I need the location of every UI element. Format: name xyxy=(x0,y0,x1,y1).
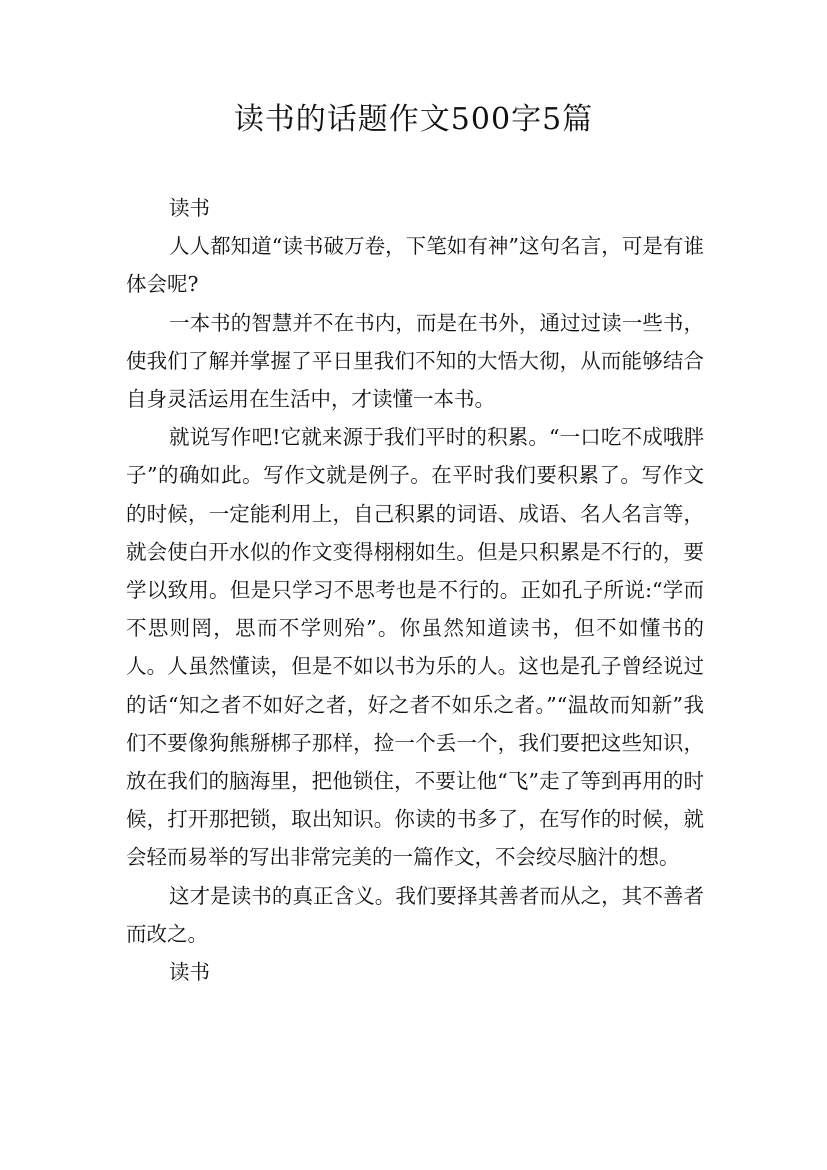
paragraph: 就说写作吧!它就来源于我们平时的积累。“一口吃不成哦胖子”的确如此。写作文就是例子。在平时我们要积累了。写作文的时候，一定能利用上，自己积累的词语、成语、名人名言等，就会使白开水似的作文变得栩栩如生。但是只积累是不行的，要学以致用。但是只学习不思考也是不行的。正如孔子所说:“学而不思则罔，思而不学则殆”。你虽然知道读书，但不如懂书的人。人虽然懂读，但是不如以书为乐的人。这也是孔子曾经说过的话“知之者不如好之者，好之者不如乐之者。”“温故而知新”我们不要像狗熊掰梆子那样，捡一个丢一个，我们要把这些知识，放在我们的脑海里，把他锁住，不要让他“飞”走了等到再用的时候，打开那把锁，取出知识。你读的书多了，在写作的时候，就会轻而易举的写出非常完美的一篇作文，不会绞尽脑汁的想。 xyxy=(126,425,704,870)
document-title: 读书的话题作文500字5篇 xyxy=(233,102,594,137)
section-heading: 读书 xyxy=(169,960,210,985)
paragraph: 这才是读书的真正含义。我们要择其善者而从之，其不善者而改之。 xyxy=(126,883,704,946)
paragraph: 人人都知道“读书破万卷，下笔如有神”这句名言，可是有谁体会呢? xyxy=(126,234,704,297)
section-heading: 读书 xyxy=(169,196,210,220)
document-body xyxy=(126,189,704,991)
paragraph: 一本书的智慧并不在书内，而是在书外，通过过读一些书，使我们了解并掌握了平日里我们不知的大悟大彻，从而能够结合自身灵活运用在生活中，才读懂一本书。 xyxy=(126,310,704,412)
